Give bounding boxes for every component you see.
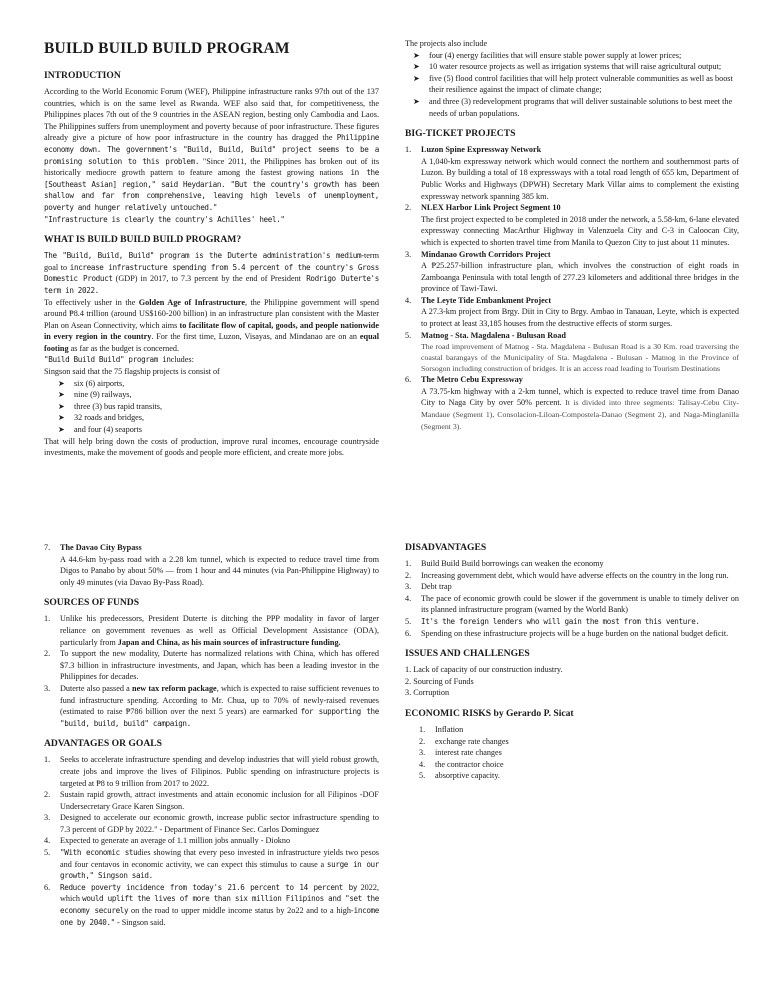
list-item: 3. Mindanao Growth Corridors Project A ₱25.257-billion infrastructure plan, which involves the construction of eight roads in Zamboanga Peninsula with total length of 277.23 kilometers and additional three bridges in the province of Tawi-Tawi. bbox=[405, 249, 739, 294]
list-item: 3. Debt trap bbox=[405, 582, 452, 592]
what-hw-1: The "Build, Build, Build" program is the Duterte administration's medium bbox=[44, 251, 362, 261]
intro-heading: INTRODUCTION bbox=[44, 70, 121, 81]
what-text-1: -term goal to bbox=[44, 251, 379, 272]
list-item: 1. Inflation bbox=[419, 724, 464, 734]
arrow-bullet-icon: ➤ bbox=[58, 425, 65, 435]
list-item: ➤ and three (3) redevelopment programs that will deliver sustainable solutions to best meet the needs of urban populations. bbox=[413, 96, 733, 118]
what-closing: That will help bring down the costs of production, improve rural incomes, encourage countryside investments, make the movement of goods and people more efficient, and create more jobs. bbox=[44, 436, 379, 458]
what-hw-2: increase infrastructure spending from 5.4 percent of the country's Gross Domestic Product bbox=[44, 262, 380, 284]
econ-risks-list bbox=[419, 724, 739, 782]
what-text-5: . For the first time, Luzon, Visayas, and Mindanao are on an bbox=[151, 332, 358, 342]
arrow-bullet-icon: ➤ bbox=[413, 62, 420, 72]
list-item: 4. The Leyte Tide Embankment Project A 27.3-km project from Brgy. Diit in City to Brgy. Ambao in Tanauan, Leyte, which is expected to protect at least 33,185 houses from the destructive effects of storm surges. bbox=[405, 295, 739, 329]
econ-risks-heading: ECONOMIC RISKS by Gerardo P. Sicat bbox=[405, 707, 574, 719]
what-paragraph-1 bbox=[44, 250, 379, 296]
list-item: 2. NLEX Harbor Link Project Segment 10 The first project expected to be completed in 2018 under the network, a 5.58-km, 6-lane elevated expressway connecting MacArthur Highway in Valenzuela City and C-3 in Caloocan City, which is expected to shorten travel time from Manila to Quezon City to just about 11 minutes. bbox=[405, 203, 739, 247]
page-2 bbox=[0, 530, 768, 1006]
arrow-bullet-icon: ➤ bbox=[58, 401, 65, 411]
intro-handwritten-1: Philippine economy down. The government's "Build, Build, Build" project seems to be a promising solution to this problem. bbox=[44, 133, 380, 166]
project-description: A 73.75-km highway with a 2-km tunnel, which is expected to reduce travel time from Danao City to Naga City by over 50% percent. It is divided into three segments: Talisay-Cebu City-Mandaue (Segment 1), Consolacion-Liloan-Compostela-Danao (Segment 2), and Naga-Minglanilla (Segment 3). bbox=[421, 386, 740, 431]
what-bold-3: equal footing bbox=[44, 332, 379, 353]
list-item: ➤ four (4) energy facilities that will ensure stable power supply at lower prices; bbox=[413, 50, 682, 60]
list-item: 2. To support the new modality, Duterte has normalized relations with China, which has offered $7.3 billion in infrastructure investments, and Japan, which has been a leading investor in the Philippines for decades. bbox=[44, 649, 379, 682]
what-text-6: as far as the budget is concerned. bbox=[68, 343, 180, 353]
intro-paragraph bbox=[44, 86, 379, 214]
intro-handwritten-2: in the [Southeast Asian] region," said Heydarian. "But the country's growth has been shallow and far from comprehensive, leaving high levels of unemployment, poverty and hunger relatively untouched." bbox=[44, 168, 379, 212]
list-item: 4. the contractor choice bbox=[419, 759, 504, 769]
list-item: 1. Unlike his predecessors, President Duterte is ditching the PPP modality in favor of larger reliance on government revenues as well as Official Development Assistance (ODA), particularly from Japan and China, as his main sources of infrastructure funding. bbox=[44, 614, 379, 647]
project-description: The first project expected to be completed in 2018 under the network, a 5.58-km, 6-lane elevated expressway connecting MacArthur Highway in Valenzuela City and C-3 in Caloocan City, which is expected to shorten travel time from Manila to Quezon City to just about 11 minutes. bbox=[421, 214, 739, 247]
what-includes bbox=[44, 354, 379, 366]
arrow-bullet-icon: ➤ bbox=[58, 413, 65, 423]
big-ticket-list bbox=[405, 144, 739, 432]
list-item: 5. "With economic studies showing that every peso invested in infrastructure yields two pesos and four centavos in economic activity, we can expect this stimulus to cause a surge in our growth," Singson said. bbox=[44, 848, 379, 881]
intro-achilles-quote: "Infrastructure is clearly the country's Achilles' heel." bbox=[44, 214, 285, 224]
intro-text: According to the World Economic Forum (WEF), Philippine infrastructure ranks 97th out of the 137 countries, which is on the same level as Rwanda. WEF also said that, for competitiveness, the Philippines places 7th out of the 9 countries in the ASEAN region, besting only Cambodia and Laos. The Philippines suffers from unemployment and poverty because of poor infrastructure. These figures already give a picture of how poor infrastructure in the country has dragged the bbox=[44, 87, 379, 143]
list-item: 5. Matnog - Sta. Magdalena - Bulusan Road The road improvement of Matnog - Sta. Magdalena - Bulusan Road is a 30 Km. road traversing the coastal barangays of the Municipality of Sta. Magdalena - Bulusan - Matnog in the Province of Sorsogon including construction of bridges. It is an access road leading to Tourism Destinations bbox=[405, 330, 739, 374]
list-item: 5. It's the foreign lenders who will gain the most from this venture. bbox=[405, 616, 700, 626]
disadvantages-list bbox=[405, 558, 739, 639]
list-item: 2. Increasing government debt, which would have adverse effects on the country in the long run. bbox=[405, 570, 729, 580]
project-title: Matnog - Sta. Magdalena - Bulusan Road bbox=[421, 330, 566, 340]
what-text-4: , the Philippine government will spend around ₱8.4 trillion (around US$160-200 billion) in an infrastructure plan consistent with the Master Plan on Asean Connectivity, which aims bbox=[44, 297, 379, 330]
list-item: 3. interest rate changes bbox=[419, 748, 502, 758]
what-hw-3: Rodrigo Duterte's term in 2022. bbox=[44, 274, 380, 295]
list-item: ➤ and four (4) seaports bbox=[58, 425, 142, 435]
list-item: 1. Luzon Spine Expressway Network A 1,040-km expressway network which would connect the northern and southernmost parts of Luzon. By building a total of 18 expressways with a total road length of 655 km, Department of Public Works and Highways (DPWH) Secretary Mark Villar aims to complement the existing expressway network spanning 385 km. bbox=[405, 145, 739, 201]
project-title: NLEX Harbor Link Project Segment 10 bbox=[421, 203, 561, 213]
what-singson: Singson said that the 75 flagship projects is consist of bbox=[44, 367, 220, 377]
project-title: The Metro Cebu Expressway bbox=[421, 375, 523, 385]
list-item: 1. Build Build Build borrowings can weaken the economy bbox=[405, 559, 604, 568]
projects-list bbox=[413, 50, 739, 120]
arrow-bullet-icon: ➤ bbox=[58, 390, 65, 400]
projects-intro: The projects also include bbox=[405, 39, 488, 48]
project-title: Luzon Spine Expressway Network bbox=[421, 145, 542, 155]
issues-heading: ISSUES AND CHALLENGES bbox=[405, 648, 530, 660]
project-description: The road improvement of Matnog - Sta. Magdalena - Bulusan Road is a 30 Km. road traversing the coastal barangays of the Municipality of Sta. Magdalena - Bulusan - Matnog in the Province of Sorsogon including construction of bridges. It is an access road leading to Tourism Destinations bbox=[421, 342, 739, 374]
list-item: 5. absorptive capacity. bbox=[419, 771, 500, 781]
page-1-left-column bbox=[44, 0, 379, 459]
list-item: ➤ three (3) bus rapid transits, bbox=[58, 401, 162, 411]
document-title: BUILD BUILD BUILD PROGRAM bbox=[44, 40, 290, 57]
list-item: 6. The Metro Cebu Expressway A 73.75-km highway with a 2-km tunnel, which is expected to reduce travel time from Danao City to Naga City by over 50% percent. It is divided into three segments: Talisay-Cebu City-Mandaue (Segment 1), Consolacion-Liloan-Compostela-Danao (Segment 2), and Naga-Minglanilla (Segment 3). bbox=[405, 375, 740, 431]
disadvantages-heading: DISADVANTAGES bbox=[405, 542, 487, 553]
what-bold-2: to facilitate flow of capital, goods, and people nationwide in every region in the country bbox=[44, 320, 379, 342]
advantages-heading: ADVANTAGES OR GOALS bbox=[44, 738, 162, 750]
list-item: 6. Reduce poverty incidence from today's 21.6 percent to 14 percent by 2022, which would uplift the lives of more than six million Filipinos and "set the economy securely on the road to upper middle income status by 2o22 and to a high-income one by 2040." - Singson said. bbox=[44, 882, 380, 927]
issue-item: 2. Sourcing of Funds bbox=[405, 676, 474, 686]
list-item: 2. exchange rate changes bbox=[419, 736, 509, 746]
list-item: 4. The pace of economic growth could be slower if the government is unable to timely deliver on its planned infrastructure program (warned by the World Bank) bbox=[405, 593, 739, 615]
arrow-bullet-icon: ➤ bbox=[413, 50, 420, 60]
arrow-bullet-icon: ➤ bbox=[58, 378, 65, 388]
what-text-2: (GDP) in 2017, to 7.3 percent by the end of President bbox=[115, 274, 301, 284]
page-2-left-column bbox=[44, 542, 379, 928]
project-title: The Davao City Bypass bbox=[60, 543, 142, 552]
what-text-7: cludes: bbox=[170, 355, 194, 365]
page-1 bbox=[0, 0, 768, 500]
big-ticket-heading: BIG-TICKET PROJECTS bbox=[405, 128, 516, 140]
project-description: A 27.3-km project from Brgy. Diit in City to Brgy. Ambao in Tanauan, Leyte, which is expected to protect at least 33,185 houses from the destructive effects of storm surges. bbox=[421, 307, 739, 329]
what-hw-4: "Build Build Build" program in bbox=[44, 355, 171, 365]
project-title: The Leyte Tide Embankment Project bbox=[421, 295, 552, 305]
intro-text-2: "Since 2011, the Philippines has broken out of its historically mediocre growth pattern to feature among the fastest growing nations bbox=[44, 156, 380, 178]
project-title: Mindanao Growth Corridors Project bbox=[421, 249, 551, 259]
what-paragraph-2 bbox=[44, 297, 379, 355]
funds-heading: SOURCES OF FUNDS bbox=[44, 597, 140, 609]
list-item: ➤ nine (9) railways, bbox=[58, 390, 132, 400]
page-2-right-column bbox=[405, 542, 739, 782]
list-item: ➤ six (6) airports, bbox=[58, 378, 125, 388]
list-item: 3. Duterte also passed a new tax reform package, which is expected to raise sufficient revenues to fund infrastructure spending. According to Mr. Chua, up to 70% of newly-raised revenues (estimated to raise ₱786 billion over the next 5 years) are earmarked for supporting the "build, build, build" campaign. bbox=[44, 683, 380, 728]
project-description: A 44.6-km by-pass road with a 2.28 km tunnel, which is expected to reduce travel time from Digos to Panabo by about 50% — from 1 hour and 44 minutes (via Pan-Philippine Highway) to only 49 minutes (via Davao By-Pass Road). bbox=[60, 554, 379, 587]
funds-list bbox=[44, 613, 379, 729]
advantages-list bbox=[44, 754, 379, 928]
what-heading: WHAT IS BUILD BUILD BUILD PROGRAM? bbox=[44, 234, 242, 246]
project-description: A 1,040-km expressway network which would connect the northern and southernmost parts of Luzon. By building a total of 18 expressways with a total road length of 655 km, Department of Public Works and Highways (DPWH) Secretary Mark Villar aims to complement the existing expressway network spanning 385 km. bbox=[421, 156, 739, 201]
what-text-3: To effectively usher in the bbox=[44, 297, 136, 307]
list-item: 3. Designed to accelerate our economic growth, increase public sector infrastructure spending to 7.3 percent of GDP by 2022." - Department of Finance Sec. Carlos Dominguez bbox=[44, 813, 379, 834]
davao-item bbox=[44, 542, 379, 588]
arrow-bullet-icon: ➤ bbox=[413, 96, 420, 106]
what-bold-1: Golden Age of Infrastructure bbox=[135, 297, 246, 307]
list-item: 4. Expected to generate an average of 1.1 million jobs annually - Diokno bbox=[44, 836, 291, 846]
list-item: ➤ five (5) flood control facilities that will help protect vulnerable communities as well as boost their resilience against the impact of climate change; bbox=[413, 73, 733, 95]
issue-item: 1. Lack of capacity of our construction industry. bbox=[405, 665, 563, 675]
list-item: ➤ 10 water resource projects as well as irrigation systems that will raise agricultural output; bbox=[413, 62, 722, 72]
project-description: A ₱25.257-billion infrastructure plan, which involves the construction of eight roads in Zamboanga Peninsula with total length of 277.23 kilometers and additional three bridges in the province of Tawi-Tawi. bbox=[421, 261, 739, 294]
flagship-list bbox=[58, 378, 379, 436]
page-1-right-column bbox=[405, 38, 739, 432]
issue-item: 3. Corruption bbox=[405, 688, 450, 698]
list-item: 1. Seeks to accelerate infrastructure spending and develop industries that will yield robust growth, create jobs and improve the lives of Filipinos. Public spending on infrastructure projects is targeted at ₱8 to 9 trillion from 2017 to 2022. bbox=[44, 755, 379, 788]
list-item: 7. The Davao City Bypass A 44.6-km by-pass road with a 2.28 km tunnel, which is expected to reduce travel time from Digos to Panabo by about 50% — from 1 hour and 44 minutes (via Pan-Philippine Highway) to only 49 minutes (via Davao By-Pass Road). bbox=[44, 543, 379, 587]
list-item: 6. Spending on these infrastructure projects will be a huge burden on the national budget deficit. bbox=[405, 628, 729, 638]
arrow-bullet-icon: ➤ bbox=[413, 73, 420, 83]
list-item: ➤ 32 roads and bridges, bbox=[58, 413, 145, 423]
list-item: 2. Sustain rapid growth, attract investments and attain economic inclusion for all Filipinos -DOF Undersecretary Grace Karen Singson. bbox=[44, 790, 379, 811]
